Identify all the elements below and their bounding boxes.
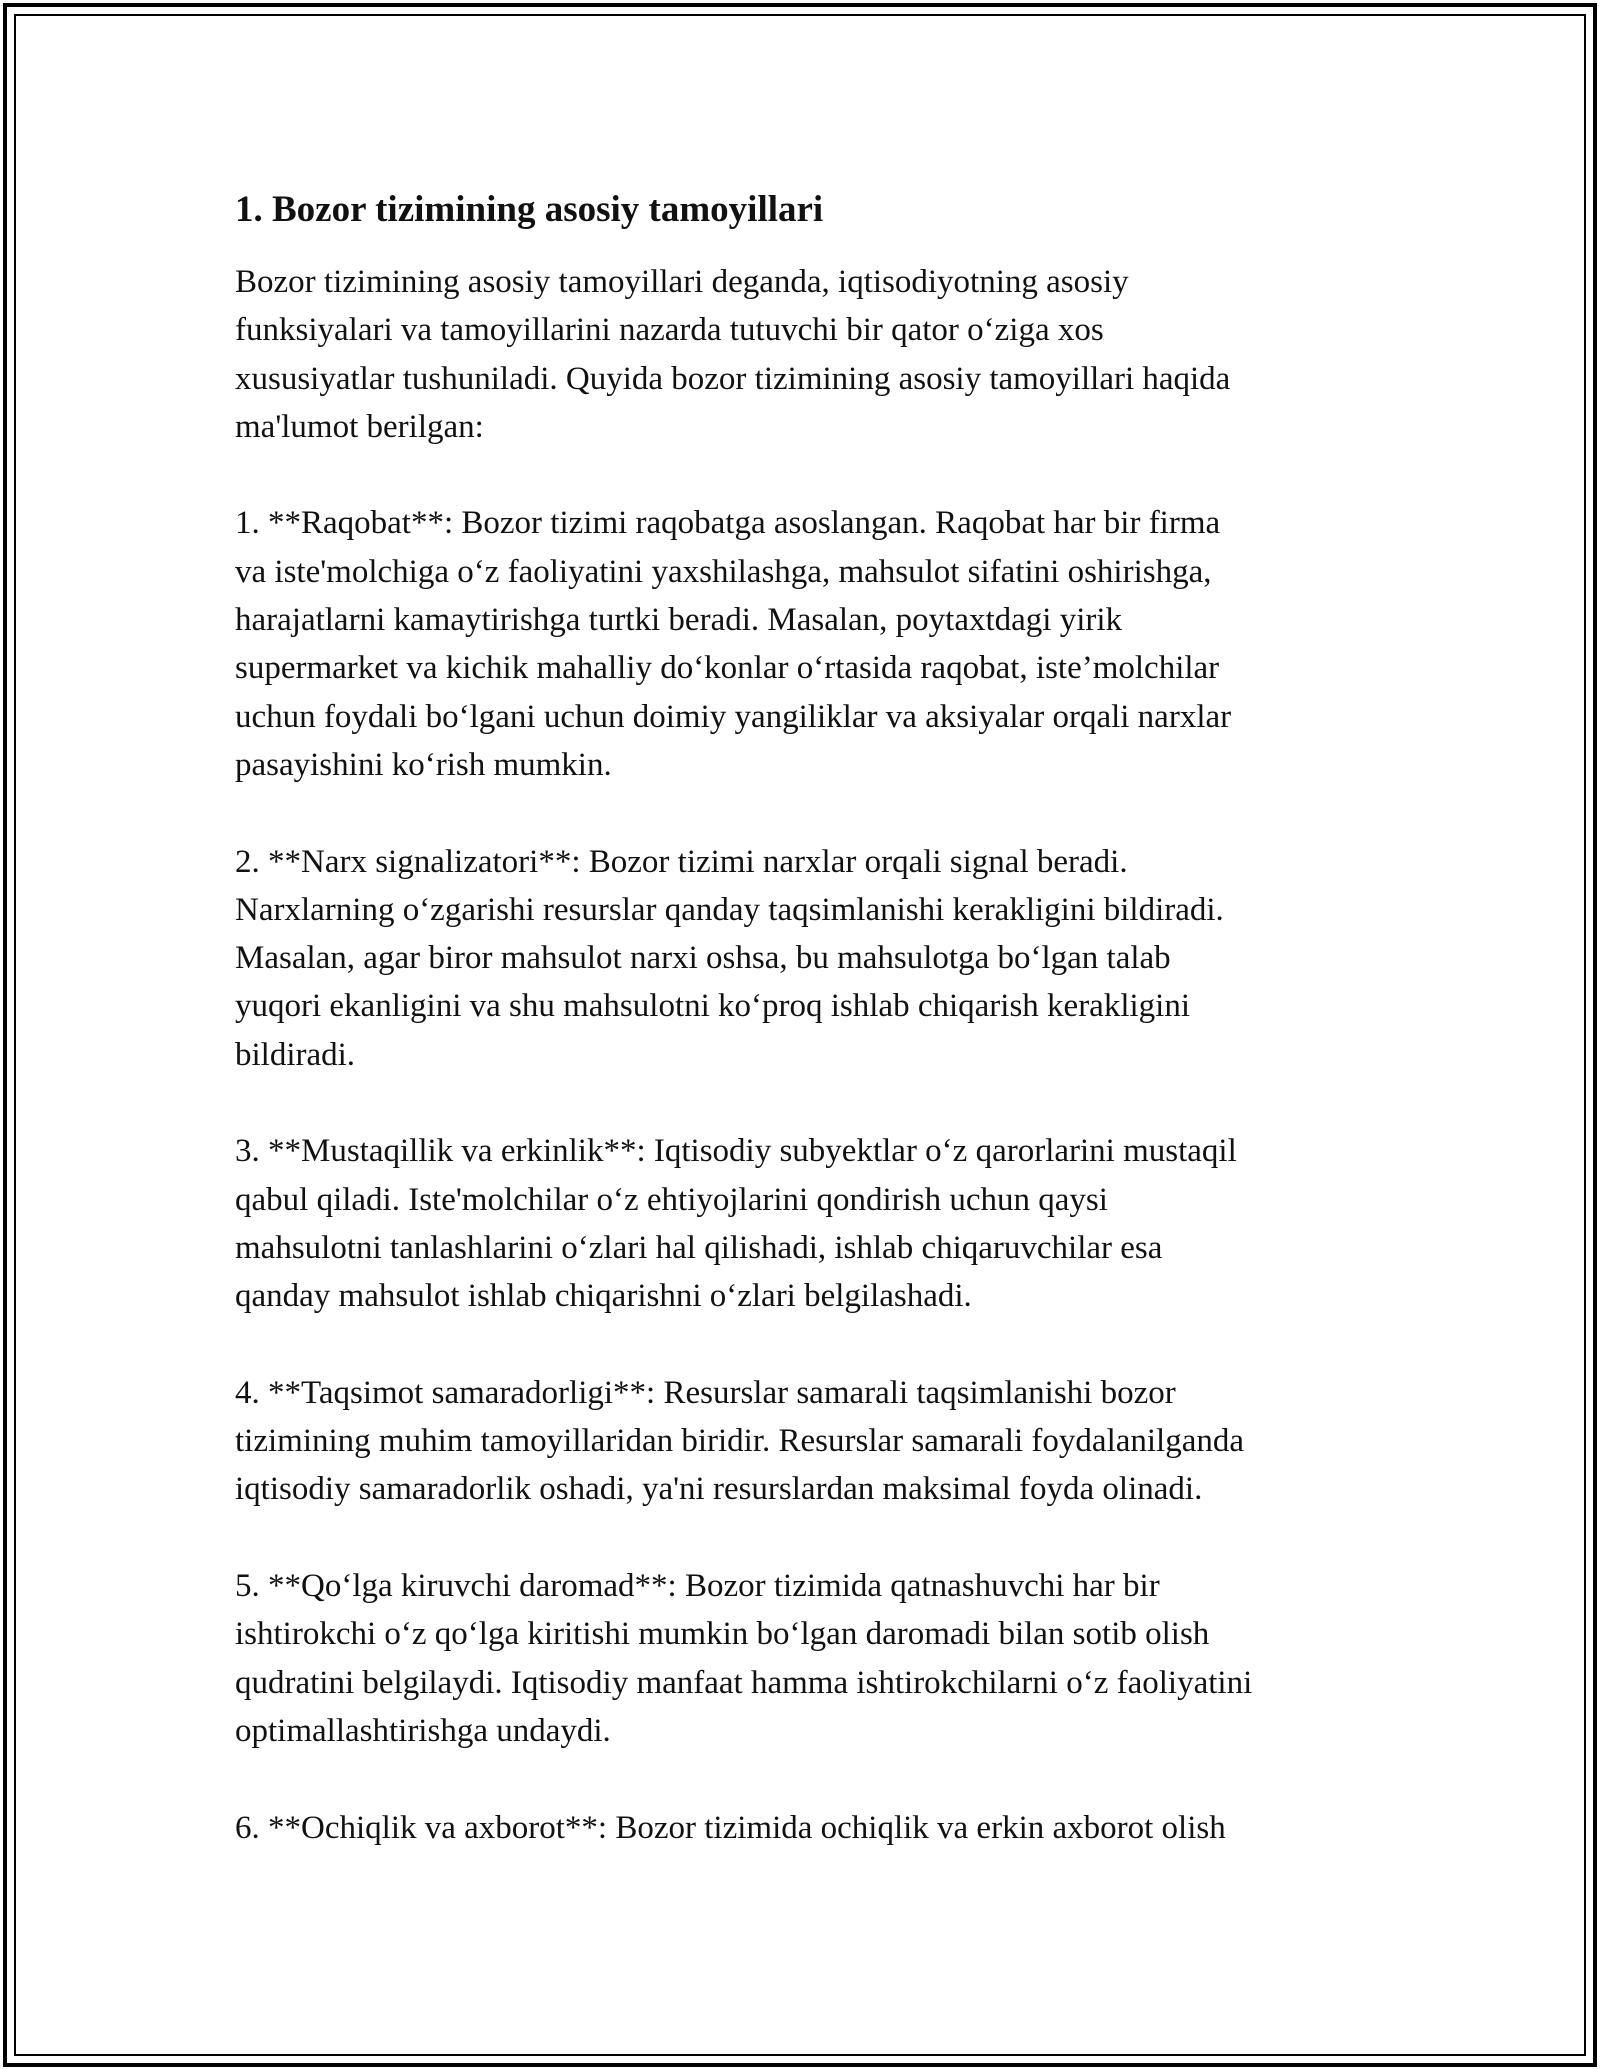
text-line: 1. **Raqobat**: Bozor tizimi raqobatga asoslangan. Raqobat har bir firma	[235, 505, 1221, 542]
paragraph-gap	[235, 451, 1375, 499]
text-line: 6. **Ochiqlik va axborot**: Bozor tizimida ochiqlik va erkin axborot olish	[235, 1809, 1226, 1846]
text-line: Bozor tizimining asosiy tamoyillari deganda, iqtisodiyotning asosiy	[235, 264, 1129, 300]
text-line: ishtirokchi o‘z qo‘lga kiritishi mumkin bo‘lgan daromadi bilan sotib olish	[235, 1616, 1210, 1653]
text-line: Masalan, agar biror mahsulot narxi oshsa, bu mahsulotga bo‘lgan talab	[235, 940, 1171, 977]
text-line: bildiradi.	[235, 1036, 356, 1073]
text-line: 4. **Taqsimot samaradorligi**: Resurslar samarali taqsimlanishi bozor	[235, 1374, 1176, 1411]
text-line: 5. **Qo‘lga kiruvchi daromad**: Bozor tizimida qatnashuvchi har bir	[235, 1568, 1160, 1605]
text-line: pasayishini ko‘rish mumkin.	[235, 746, 612, 783]
text-line: ma'lumot berilgan:	[235, 408, 484, 445]
paragraph-narx-signalizatori	[235, 838, 1375, 1079]
text-line: mahsulotni tanlashlarini o‘zlari hal qilishadi, ishlab chiqaruvchilar esa	[235, 1229, 1163, 1266]
paragraph-mustaqillik	[235, 1127, 1375, 1320]
text-line: iqtisodiy samaradorlik oshadi, ya'ni resurslardan maksimal foyda olinadi.	[235, 1471, 1203, 1508]
paragraph-gap	[235, 1755, 1375, 1803]
paragraph-gap	[235, 1514, 1375, 1562]
text-line: tizimining muhim tamoyillaridan biridir. Resurslar samarali foydalanilganda	[235, 1423, 1245, 1460]
paragraph-raqobat	[235, 499, 1375, 789]
document-body	[235, 185, 1375, 1852]
text-line: xususiyatlar tushuniladi. Quyida bozor tizimining asosiy tamoyillari haqida	[235, 360, 1231, 397]
text-line: qudratini belgilaydi. Iqtisodiy manfaat hamma ishtirokchilarni o‘z faoliyatini	[235, 1664, 1253, 1701]
text-line: Narxlarning o‘zgarishi resurslar qanday taqsimlanishi kerakligini bildiradi.	[235, 891, 1224, 928]
paragraph-taqsimot	[235, 1369, 1375, 1514]
paragraph-ochiqlik	[235, 1804, 1375, 1852]
paragraph-gap	[235, 789, 1375, 837]
text-line: qanday mahsulot ishlab chiqarishni o‘zlari belgilashadi.	[235, 1278, 972, 1315]
text-line: harajatlarni kamaytirishga turtki beradi. Masalan, poytaxtdagi yirik	[235, 602, 1123, 639]
paragraph-intro	[235, 258, 1375, 451]
text-line: 3. **Mustaqillik va erkinlik**: Iqtisodiy subyektlar o‘z qarorlarini mustaqil	[235, 1133, 1237, 1170]
text-line: optimallashtirishga undaydi.	[235, 1712, 611, 1749]
text-line: funksiyalari va tamoyillarini nazarda tutuvchi bir qator o‘ziga xos	[235, 312, 1104, 349]
text-line: 2. **Narx signalizatori**: Bozor tizimi narxlar orqali signal beradi.	[235, 843, 1128, 880]
text-line: va iste'molchiga o‘z faoliyatini yaxshilashga, mahsulot sifatini oshirishga,	[235, 553, 1212, 590]
page-title: 1. Bozor tizimining asosiy tamoyillari	[235, 189, 824, 230]
text-line: qabul qiladi. Iste'molchilar o‘z ehtiyojlarini qondirish uchun qaysi	[235, 1181, 1108, 1218]
text-line: uchun foydali bo‘lgani uchun doimiy yangiliklar va aksiyalar orqali narxlar	[235, 698, 1232, 735]
text-line: yuqori ekanligini va shu mahsulotni ko‘proq ishlab chiqarish kerakligini	[235, 988, 1191, 1025]
paragraph-daromad	[235, 1562, 1375, 1755]
paragraph-gap	[235, 1321, 1375, 1369]
paragraph-gap	[235, 1079, 1375, 1127]
text-line: supermarket va kichik mahalliy do‘konlar o‘rtasida raqobat, iste’molchilar	[235, 650, 1220, 687]
